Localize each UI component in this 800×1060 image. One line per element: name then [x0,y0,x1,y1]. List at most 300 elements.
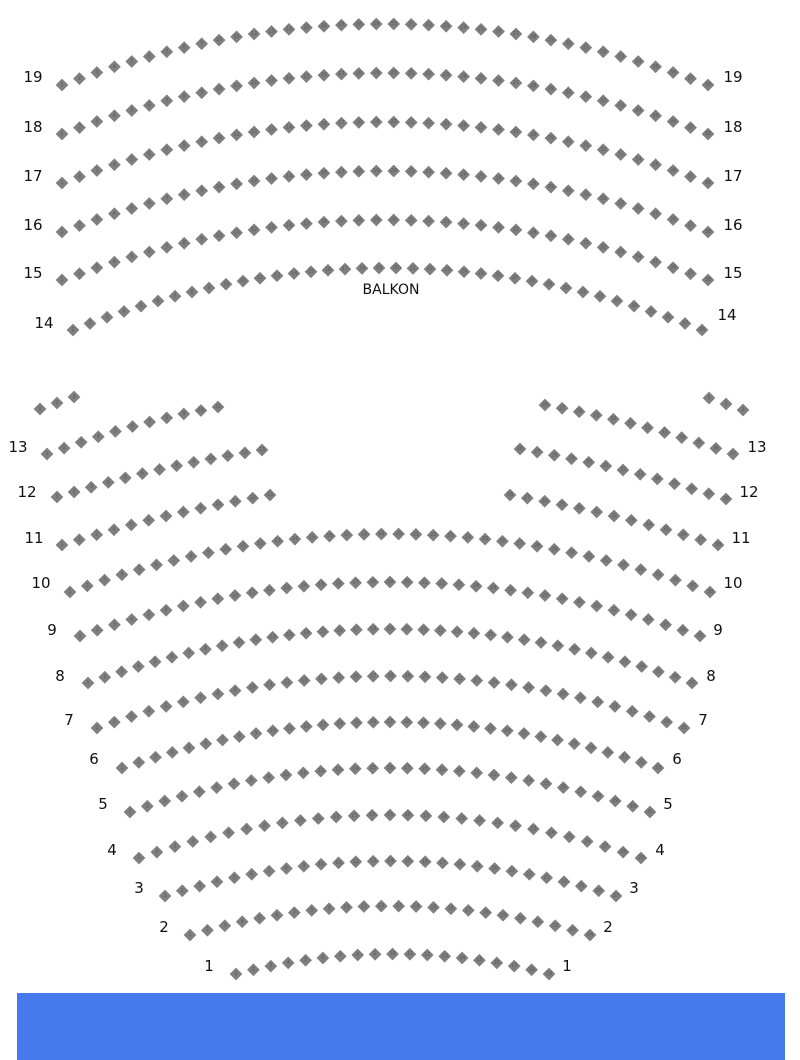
seat-parterre-row-9-4[interactable] [125,613,138,626]
seat-parterre-row-9-10[interactable] [229,589,242,602]
seat-parterre-row-6-10[interactable] [266,724,279,737]
seat-balcony-row-14-8[interactable] [186,286,199,299]
seat-parterre-row-10-37[interactable] [686,580,699,593]
seat-parterre-row-4-29[interactable] [635,852,648,865]
seat-parterre-row-10-12[interactable] [254,537,267,550]
seat-parterre-row-7-5[interactable] [160,700,173,713]
seat-balcony-row-17-16[interactable] [318,118,331,131]
seat-balcony-row-14-24[interactable] [458,265,471,278]
seat-parterre-row-5-20[interactable] [453,765,466,778]
seat-parterre-row-9-22[interactable] [435,577,448,590]
seat-balcony-row-17-31[interactable] [579,139,592,152]
seat-balcony-row-14-30[interactable] [560,282,573,295]
seat-balcony-row-16-19[interactable] [370,165,383,178]
seat-balcony-row-17-22[interactable] [422,117,435,130]
seat-balcony-row-15-4[interactable] [108,256,121,269]
seat-right-wing-row-11-30[interactable] [573,502,586,515]
seat-parterre-row-4-3[interactable] [169,840,182,853]
seat-balcony-row-19-13[interactable] [265,25,278,38]
seat-parterre-row-10-30[interactable] [565,546,578,559]
seat-balcony-row-15-21[interactable] [405,214,418,227]
seat-balcony-row-18-6[interactable] [143,99,156,112]
seat-parterre-row-1-17[interactable] [508,960,521,973]
seat-parterre-row-8-13[interactable] [283,629,296,642]
seat-parterre-row-5-31[interactable] [644,806,657,819]
seat-parterre-row-6-21[interactable] [451,719,464,732]
seat-parterre-row-1-12[interactable] [421,949,434,962]
seat-parterre-row-4-8[interactable] [258,819,271,832]
seat-parterre-row-10-36[interactable] [669,574,682,587]
seat-parterre-row-7-7[interactable] [194,691,207,704]
seat-parterre-row-7-17[interactable] [367,670,380,683]
seat-parterre-row-4-4[interactable] [186,835,199,848]
seat-parterre-row-9-16[interactable] [332,577,345,590]
seat-parterre-row-5-22[interactable] [488,769,501,782]
seat-right-wing-row-13-36[interactable] [710,442,723,455]
seat-parterre-row-6-7[interactable] [216,734,229,747]
seat-balcony-row-19-37[interactable] [684,72,697,85]
seat-parterre-row-9-31[interactable] [590,600,603,613]
seat-balcony-row-19-5[interactable] [125,55,138,68]
seat-parterre-row-4-5[interactable] [204,831,217,844]
seat-balcony-row-17-33[interactable] [614,148,627,161]
seat-balcony-row-18-29[interactable] [545,83,558,96]
seat-balcony-row-14-32[interactable] [594,290,607,303]
seat-left-wing-row-11-3[interactable] [90,528,103,541]
seat-parterre-row-8-8[interactable] [199,643,212,656]
seat-parterre-row-6-26[interactable] [534,730,547,743]
seat-parterre-row-7-24[interactable] [488,676,501,689]
seat-balcony-row-18-25[interactable] [475,72,488,85]
seat-parterre-row-3-2[interactable] [176,884,189,897]
seat-left-wing-row-13-11[interactable] [212,401,225,414]
seat-balcony-row-14-17[interactable] [339,263,352,276]
seat-parterre-row-7-13[interactable] [298,674,311,687]
seat-parterre-row-1-16[interactable] [490,957,503,970]
seat-balcony-row-18-21[interactable] [405,67,418,80]
seat-balcony-row-19-15[interactable] [300,21,313,34]
seat-parterre-row-6-29[interactable] [585,742,598,755]
seat-left-wing-row-12-8[interactable] [170,459,183,472]
seat-parterre-row-8-6[interactable] [166,651,179,664]
seat-parterre-row-3-23[interactable] [540,871,553,884]
seat-right-wing-row-11-32[interactable] [608,510,621,523]
seat-parterre-row-2-15[interactable] [427,901,440,914]
seat-balcony-row-18-27[interactable] [510,77,523,90]
seat-parterre-row-10-14[interactable] [289,533,302,546]
seat-parterre-row-5-1[interactable] [124,806,137,819]
seat-parterre-row-4-1[interactable] [133,852,146,865]
seat-right-wing-row-13-31[interactable] [624,417,637,430]
seat-parterre-row-10-34[interactable] [634,563,647,576]
seat-balcony-row-18-35[interactable] [649,109,662,122]
seat-balcony-row-15-1[interactable] [56,274,69,287]
seat-parterre-row-3-3[interactable] [193,880,206,893]
seat-balcony-row-16-14[interactable] [283,170,296,183]
seat-parterre-row-6-18[interactable] [400,716,413,729]
seat-parterre-row-4-24[interactable] [545,826,558,839]
seat-parterre-row-7-15[interactable] [332,671,345,684]
seat-balcony-row-16-12[interactable] [248,175,261,188]
seat-balcony-row-14-14[interactable] [288,267,301,280]
seat-left-wing-row-12-4[interactable] [102,476,115,489]
seat-balcony-row-16-9[interactable] [195,184,208,197]
seat-balcony-row-17-15[interactable] [300,119,313,132]
seat-parterre-row-1-3[interactable] [264,960,277,973]
seat-parterre-row-6-24[interactable] [501,724,514,737]
seat-parterre-row-5-3[interactable] [158,795,171,808]
seat-parterre-row-8-28[interactable] [535,636,548,649]
seat-balcony-row-17-7[interactable] [160,143,173,156]
seat-parterre-row-6-9[interactable] [250,727,263,740]
seat-balcony-row-18-7[interactable] [160,94,173,107]
seat-parterre-row-10-28[interactable] [531,540,544,553]
seat-right-wing-row-11-31[interactable] [590,506,603,519]
seat-right-wing-row-13-32[interactable] [641,421,654,434]
seat-right-wing-row-13-34[interactable] [675,431,688,444]
seat-balcony-row-18-16[interactable] [318,69,331,82]
seat-balcony-row-18-4[interactable] [108,109,121,122]
seat-balcony-row-18-12[interactable] [248,77,261,90]
seat-balcony-row-17-9[interactable] [195,135,208,148]
seat-parterre-row-3-12[interactable] [349,855,362,868]
seat-parterre-row-4-6[interactable] [222,826,235,839]
seat-parterre-row-5-25[interactable] [540,777,553,790]
seat-balcony-row-16-4[interactable] [108,207,121,220]
seat-parterre-row-2-5[interactable] [253,912,266,925]
seat-balcony-row-19-3[interactable] [91,66,104,79]
seat-parterre-row-9-23[interactable] [453,578,466,591]
seat-balcony-row-14-12[interactable] [254,272,267,285]
seat-parterre-row-4-17[interactable] [420,810,433,823]
seat-parterre-row-1-11[interactable] [404,948,417,961]
seat-balcony-row-16-21[interactable] [405,165,418,178]
seat-balcony-row-16-35[interactable] [649,207,662,220]
seat-balcony-row-19-12[interactable] [248,28,261,41]
seat-left-wing-row-12-13[interactable] [256,444,269,457]
seat-balcony-row-14-35[interactable] [645,305,658,318]
seat-balcony-row-18-37[interactable] [684,121,697,134]
seat-balcony-row-19-9[interactable] [195,37,208,50]
seat-parterre-row-7-31[interactable] [609,700,622,713]
seat-parterre-row-6-1[interactable] [116,762,129,775]
seat-left-wing-row-13-8[interactable] [160,412,173,425]
seat-balcony-row-17-37[interactable] [684,170,697,183]
seat-parterre-row-3-18[interactable] [454,858,467,871]
seat-parterre-row-5-16[interactable] [384,762,397,775]
seat-parterre-row-7-19[interactable] [401,670,414,683]
seat-balcony-row-16-18[interactable] [352,165,365,178]
seat-parterre-row-5-5[interactable] [193,785,206,798]
seat-left-wing-row-11-7[interactable] [160,510,173,523]
seat-parterre-row-8-20[interactable] [400,623,413,636]
seat-right-wing-row-11-37[interactable] [694,533,707,546]
seat-balcony-row-19-27[interactable] [510,28,523,41]
seat-parterre-row-8-35[interactable] [652,665,665,678]
seat-parterre-row-10-23[interactable] [444,530,457,543]
seat-right-wing-row-12-27[interactable] [531,446,544,459]
seat-balcony-row-15-2[interactable] [73,267,86,280]
seat-parterre-row-8-12[interactable] [266,631,279,644]
seat-parterre-row-3-13[interactable] [367,855,380,868]
seat-parterre-row-7-29[interactable] [574,691,587,704]
seat-parterre-row-2-3[interactable] [218,919,231,932]
seat-parterre-row-7-10[interactable] [246,681,259,694]
seat-right-wing-row-13-27[interactable] [556,402,569,415]
seat-parterre-row-8-26[interactable] [501,631,514,644]
seat-balcony-row-14-38[interactable] [696,324,709,337]
seat-balcony-row-19-32[interactable] [597,45,610,58]
seat-balcony-row-19-4[interactable] [108,60,121,73]
seat-parterre-row-3-7[interactable] [263,865,276,878]
seat-balcony-row-17-11[interactable] [230,129,243,142]
seat-parterre-row-8-31[interactable] [585,647,598,660]
seat-parterre-row-3-19[interactable] [471,860,484,873]
seat-parterre-row-2-2[interactable] [201,924,214,937]
seat-parterre-row-10-22[interactable] [427,529,440,542]
seat-balcony-row-17-25[interactable] [475,121,488,134]
seat-balcony-row-16-38[interactable] [702,226,715,239]
seat-parterre-row-2-17[interactable] [462,904,475,917]
seat-parterre-row-3-15[interactable] [401,855,414,868]
seat-parterre-row-2-24[interactable] [584,929,597,942]
seat-parterre-row-1-14[interactable] [456,952,469,965]
seat-right-wing-row-13-35[interactable] [692,437,705,450]
seat-left-wing-row-11-5[interactable] [125,519,138,532]
seat-balcony-row-17-27[interactable] [510,126,523,139]
seat-left-wing-row-11-4[interactable] [108,523,121,536]
seat-parterre-row-10-2[interactable] [81,580,94,593]
seat-balcony-row-18-22[interactable] [422,68,435,81]
seat-parterre-row-8-34[interactable] [635,660,648,673]
seat-parterre-row-1-13[interactable] [438,950,451,963]
seat-parterre-row-8-24[interactable] [468,627,481,640]
seat-parterre-row-9-15[interactable] [315,578,328,591]
seat-balcony-row-18-9[interactable] [195,86,208,99]
seat-parterre-row-8-37[interactable] [686,677,699,690]
seat-parterre-row-9-25[interactable] [487,582,500,595]
seat-parterre-row-3-26[interactable] [592,884,605,897]
seat-balcony-row-18-19[interactable] [370,67,383,80]
seat-parterre-row-7-3[interactable] [125,710,138,723]
seat-balcony-row-14-29[interactable] [543,278,556,291]
seat-side-row-top-left-3[interactable] [68,391,81,404]
seat-parterre-row-7-35[interactable] [678,722,691,735]
seat-balcony-row-19-35[interactable] [649,60,662,73]
seat-balcony-row-14-13[interactable] [271,269,284,282]
seat-parterre-row-3-11[interactable] [332,857,345,870]
seat-parterre-row-3-9[interactable] [297,860,310,873]
seat-balcony-row-18-26[interactable] [492,74,505,87]
seat-parterre-row-5-24[interactable] [522,774,535,787]
seat-parterre-row-8-16[interactable] [333,624,346,637]
seat-parterre-row-5-14[interactable] [349,762,362,775]
seat-balcony-row-18-20[interactable] [387,67,400,80]
seat-balcony-row-15-15[interactable] [300,217,313,230]
seat-balcony-row-18-13[interactable] [265,74,278,87]
seat-right-wing-row-11-27[interactable] [521,492,534,505]
seat-parterre-row-10-27[interactable] [513,537,526,550]
seat-parterre-row-1-15[interactable] [473,954,486,967]
seat-balcony-row-15-28[interactable] [527,226,540,239]
seat-parterre-row-6-4[interactable] [166,746,179,759]
seat-balcony-row-18-28[interactable] [527,80,540,93]
seat-parterre-row-9-34[interactable] [642,613,655,626]
seat-balcony-row-19-29[interactable] [545,34,558,47]
seat-parterre-row-5-10[interactable] [280,769,293,782]
seat-left-wing-row-12-9[interactable] [187,456,200,469]
seat-balcony-row-18-1[interactable] [56,128,69,141]
seat-balcony-row-17-26[interactable] [492,123,505,136]
seat-parterre-row-6-12[interactable] [300,720,313,733]
seat-parterre-row-6-17[interactable] [384,716,397,729]
seat-balcony-row-17-5[interactable] [125,153,138,166]
seat-parterre-row-1-6[interactable] [317,952,330,965]
seat-balcony-row-18-30[interactable] [562,86,575,99]
seat-balcony-row-15-3[interactable] [91,261,104,274]
seat-balcony-row-19-23[interactable] [440,20,453,33]
seat-parterre-row-6-31[interactable] [618,751,631,764]
seat-balcony-row-16-6[interactable] [143,197,156,210]
seat-balcony-row-17-2[interactable] [73,170,86,183]
seat-parterre-row-6-25[interactable] [518,727,531,740]
seat-parterre-row-9-37[interactable] [694,630,707,643]
seat-parterre-row-10-10[interactable] [219,543,232,556]
seat-balcony-row-15-29[interactable] [545,229,558,242]
seat-parterre-row-8-17[interactable] [350,623,363,636]
seat-balcony-row-18-36[interactable] [667,115,680,128]
seat-balcony-row-18-2[interactable] [73,121,86,134]
seat-balcony-row-16-28[interactable] [527,178,540,191]
seat-balcony-row-17-10[interactable] [213,132,226,145]
seat-parterre-row-6-15[interactable] [350,716,363,729]
seat-left-wing-row-13-3[interactable] [75,436,88,449]
seat-parterre-row-3-17[interactable] [436,857,449,870]
seat-parterre-row-9-18[interactable] [366,576,379,589]
seat-balcony-row-19-26[interactable] [492,25,505,38]
seat-balcony-row-18-34[interactable] [632,104,645,117]
seat-parterre-row-8-30[interactable] [568,643,581,656]
seat-left-wing-row-11-10[interactable] [212,498,225,511]
seat-left-wing-row-12-7[interactable] [153,463,166,476]
seat-right-wing-row-12-37[interactable] [702,487,715,500]
seat-balcony-row-16-3[interactable] [91,213,104,226]
seat-balcony-row-14-37[interactable] [679,317,692,330]
seat-balcony-row-14-15[interactable] [305,265,318,278]
seat-balcony-row-16-32[interactable] [597,192,610,205]
seat-parterre-row-8-10[interactable] [233,636,246,649]
seat-parterre-row-10-18[interactable] [358,528,371,541]
seat-balcony-row-19-20[interactable] [387,18,400,31]
seat-balcony-row-16-1[interactable] [56,226,69,239]
seat-parterre-row-2-16[interactable] [445,902,458,915]
seat-parterre-row-1-18[interactable] [525,963,538,976]
seat-left-wing-row-12-6[interactable] [136,467,149,480]
seat-balcony-row-17-17[interactable] [335,117,348,130]
seat-balcony-row-17-36[interactable] [667,164,680,177]
seat-balcony-row-19-2[interactable] [73,72,86,85]
seat-right-wing-row-11-34[interactable] [642,519,655,532]
seat-parterre-row-10-6[interactable] [150,559,163,572]
seat-parterre-row-7-4[interactable] [142,705,155,718]
seat-parterre-row-7-21[interactable] [436,671,449,684]
seat-parterre-row-9-14[interactable] [298,580,311,593]
seat-right-wing-row-13-37[interactable] [727,448,740,461]
seat-parterre-row-4-2[interactable] [151,846,164,859]
seat-parterre-row-8-3[interactable] [115,665,128,678]
seat-right-wing-row-11-35[interactable] [660,523,673,536]
seat-parterre-row-4-7[interactable] [240,823,253,836]
seat-balcony-row-15-22[interactable] [422,215,435,228]
seat-balcony-row-17-23[interactable] [440,118,453,131]
seat-parterre-row-10-9[interactable] [202,546,215,559]
seat-parterre-row-2-18[interactable] [479,906,492,919]
seat-parterre-row-4-9[interactable] [276,817,289,830]
seat-balcony-row-14-10[interactable] [220,278,233,291]
seat-right-wing-row-12-31[interactable] [599,460,612,473]
seat-parterre-row-10-24[interactable] [461,531,474,544]
seat-parterre-row-7-14[interactable] [315,673,328,686]
seat-parterre-row-9-36[interactable] [676,624,689,637]
seat-parterre-row-6-14[interactable] [333,717,346,730]
seat-balcony-row-18-31[interactable] [579,90,592,103]
seat-balcony-row-14-25[interactable] [475,267,488,280]
seat-parterre-row-7-23[interactable] [470,674,483,687]
seat-parterre-row-5-30[interactable] [626,800,639,813]
seat-parterre-row-7-34[interactable] [660,716,673,729]
seat-parterre-row-5-28[interactable] [592,790,605,803]
seat-right-wing-row-12-32[interactable] [617,464,630,477]
seat-balcony-row-14-26[interactable] [492,269,505,282]
seat-parterre-row-2-12[interactable] [375,900,388,913]
seat-parterre-row-9-7[interactable] [177,600,190,613]
seat-balcony-row-19-7[interactable] [160,45,173,58]
seat-balcony-row-15-10[interactable] [213,229,226,242]
seat-parterre-row-10-4[interactable] [116,568,129,581]
seat-parterre-row-2-21[interactable] [531,915,544,928]
seat-parterre-row-9-20[interactable] [401,576,414,589]
seat-parterre-row-5-29[interactable] [609,795,622,808]
seat-parterre-row-10-29[interactable] [548,543,561,556]
seat-balcony-row-17-38[interactable] [702,177,715,190]
seat-balcony-row-19-14[interactable] [283,23,296,36]
seat-balcony-row-17-13[interactable] [265,123,278,136]
seat-balcony-row-17-18[interactable] [352,116,365,129]
seat-parterre-row-4-12[interactable] [330,811,343,824]
seat-balcony-row-19-16[interactable] [318,20,331,33]
seat-parterre-row-7-27[interactable] [540,684,553,697]
seat-parterre-row-8-1[interactable] [82,677,95,690]
seat-parterre-row-6-2[interactable] [132,756,145,769]
seat-parterre-row-9-24[interactable] [470,580,483,593]
seat-parterre-row-5-12[interactable] [314,765,327,778]
seat-parterre-row-2-1[interactable] [184,929,197,942]
seat-parterre-row-5-4[interactable] [176,790,189,803]
seat-parterre-row-2-6[interactable] [271,909,284,922]
seat-parterre-row-10-31[interactable] [583,550,596,563]
seat-parterre-row-1-9[interactable] [369,948,382,961]
seat-parterre-row-5-11[interactable] [297,767,310,780]
seat-parterre-row-7-12[interactable] [281,676,294,689]
seat-parterre-row-6-28[interactable] [568,737,581,750]
seat-balcony-row-14-1[interactable] [67,324,80,337]
seat-parterre-row-8-25[interactable] [484,629,497,642]
seat-balcony-row-17-21[interactable] [405,116,418,129]
seat-balcony-row-18-18[interactable] [352,67,365,80]
seat-parterre-row-8-4[interactable] [132,660,145,673]
seat-balcony-row-16-11[interactable] [230,178,243,191]
seat-balcony-row-19-25[interactable] [475,23,488,36]
